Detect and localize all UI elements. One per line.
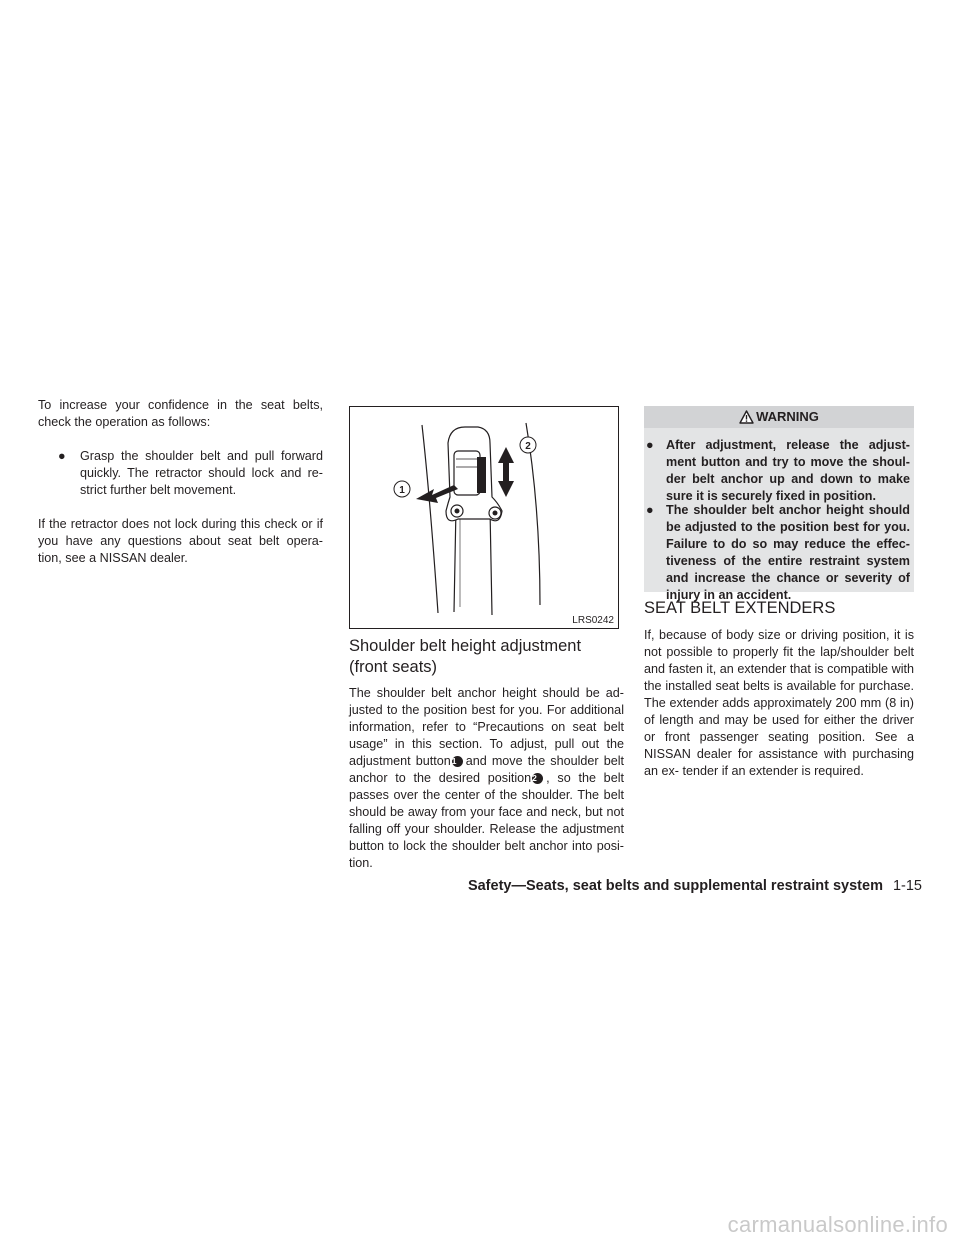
warning-icon — [739, 410, 754, 424]
bullet-dot: ● — [646, 438, 654, 452]
belt-anchor-illustration — [350, 407, 618, 628]
callout-2: 2 — [525, 441, 531, 452]
page-number: 1-15 — [892, 878, 922, 894]
bullet-dot: ● — [646, 503, 654, 517]
marker-1: 1 — [452, 756, 463, 767]
figure-code: LRS0242 — [572, 615, 614, 626]
warning-box — [644, 406, 914, 602]
callout-1: 1 — [399, 485, 405, 496]
warning-title: WARNING — [756, 409, 819, 424]
section-heading-extenders: SEAT BELT EXTENDERS — [644, 599, 836, 617]
page-footer — [468, 878, 922, 894]
intro-paragraph: To increase your confidence in the seat belts, check the operation as follows: — [38, 398, 323, 429]
paragraph-part-b: and move the shoulder belt anchor to the desired position — [349, 754, 624, 785]
warning-item-text: The shoulder belt anchor height should be adjusted to the position best for you. Failure to do so may reduce the effec- tiveness of the entire restraint system and increase the chance or severity of injury in an accident. — [666, 503, 910, 602]
section-heading-shoulder-belt: Shoulder belt height adjustment (front seats) — [349, 637, 582, 676]
bullet-text: Grasp the shoulder belt and pull forward quickly. The retractor should lock and re- strict further belt movement. — [80, 449, 323, 497]
shoulder-belt-paragraph — [349, 685, 624, 872]
footer-title: Safety—Seats, seat belts and supplemental restraint system — [467, 878, 883, 894]
shoulder-belt-figure — [349, 406, 619, 629]
warning-item-text: After adjustment, release the adjust- ment button and try to move the shoul- der belt anchor up and down to make sure it is securely fixed in position. — [666, 438, 910, 503]
marker-2: 2 — [532, 773, 543, 784]
dealer-paragraph: If the retractor does not lock during this check or if you have any questions about seat belt opera- tion, see a NISSAN dealer. — [38, 517, 323, 565]
warning-header — [644, 406, 914, 428]
watermark: carmanualsonline.info — [727, 1212, 948, 1237]
bullet-dot: ● — [58, 449, 66, 463]
paragraph-part-c: , so the belt passes over the center of the shoulder. The belt should be away from your face and neck, but not falling off your shoulder. Release the adjustment button to lock the shoulder belt anchor into posi- tion. — [349, 771, 624, 870]
extenders-paragraph: If, because of body size or driving position, it is not possible to properly fit the lap/shoulder belt and fasten it, an extender that is compatible with the installed seat belts is available for purchase. The extender adds approximately 200 mm (8 in) of length and may be used for either the driver or front passenger seating position. See a NISSAN dealer for assistance with purchasing an ex- tender if an extender is required. — [644, 628, 914, 778]
paragraph-part-a: The shoulder belt anchor height should be ad- justed to the position best for you. For additional information, refer to “Precautions on seat belt usage” in this section. To adjust, pull out the adjustment button — [349, 686, 624, 768]
